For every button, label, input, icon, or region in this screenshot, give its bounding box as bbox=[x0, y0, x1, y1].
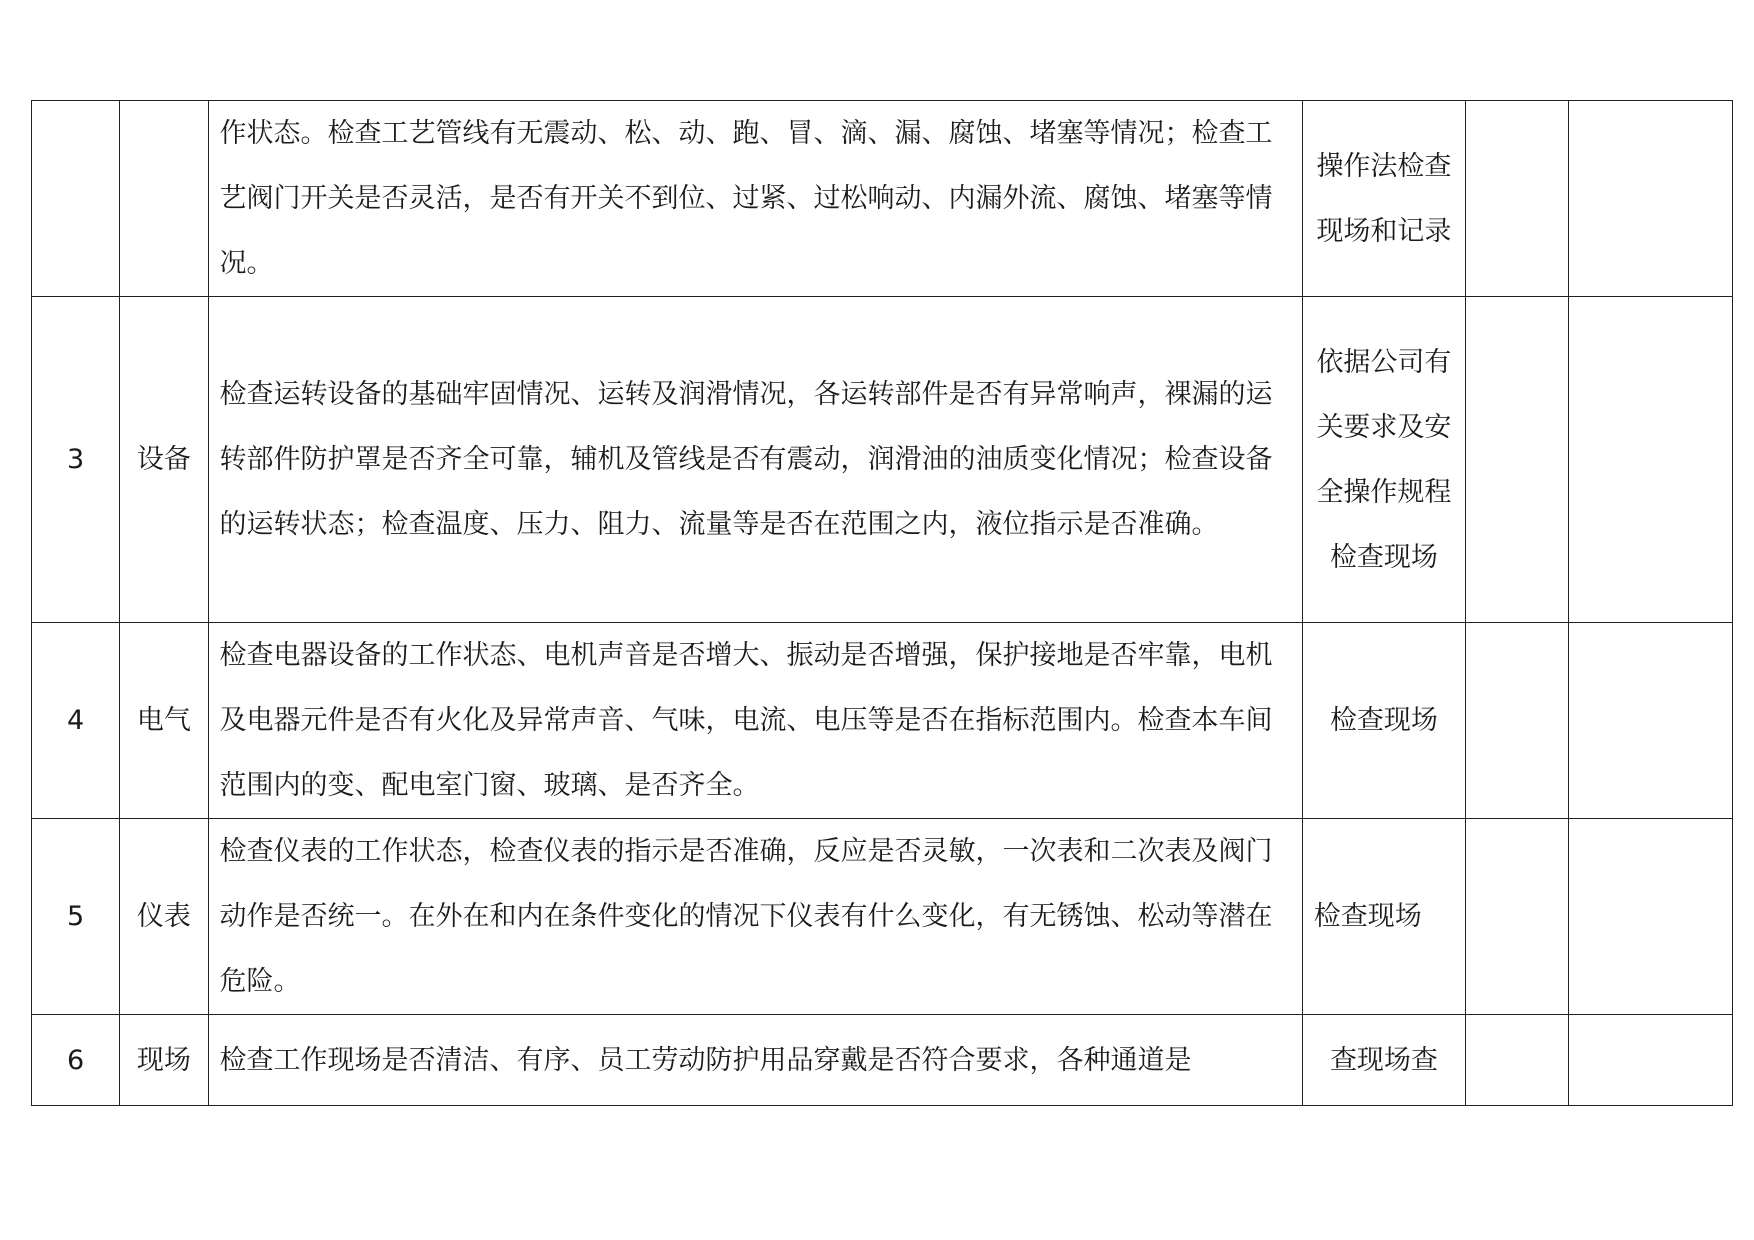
inspection-item-cell: 电气 bbox=[120, 623, 208, 819]
inspection-table bbox=[31, 100, 1733, 1106]
empty-cell bbox=[1569, 1015, 1733, 1106]
row-number-cell: 6 bbox=[32, 1015, 120, 1106]
empty-cell bbox=[1569, 623, 1733, 819]
inspection-content-cell: 检查运转设备的基础牢固情况、运转及润滑情况，各运转部件是否有异常响声，裸漏的运转部件防护罩是否齐全可靠，辅机及管线是否有震动，润滑油的油质变化情况；检查设备的运转状态；检查温度、压力、阻力、流量等是否在范围之内，液位指示是否准确。 bbox=[208, 297, 1302, 623]
inspection-item-cell bbox=[120, 101, 208, 297]
empty-cell bbox=[1569, 297, 1733, 623]
inspection-content-cell: 检查仪表的工作状态，检查仪表的指示是否准确，反应是否灵敏，一次表和二次表及阀门动作是否统一。在外在和内在条件变化的情况下仪表有什么变化，有无锈蚀、松动等潜在危险。 bbox=[208, 819, 1302, 1015]
inspection-method-cell: 查现场查 bbox=[1302, 1015, 1465, 1106]
row-number-cell: 5 bbox=[32, 819, 120, 1015]
empty-cell bbox=[1569, 101, 1733, 297]
row-number-cell: 4 bbox=[32, 623, 120, 819]
table-row bbox=[32, 101, 1733, 297]
empty-cell bbox=[1569, 819, 1733, 1015]
inspection-content-cell: 检查电器设备的工作状态、电机声音是否增大、振动是否增强，保护接地是否牢靠，电机及电器元件是否有火化及异常声音、气味，电流、电压等是否在指标范围内。检查本车间范围内的变、配电室门窗、玻璃、是否齐全。 bbox=[208, 623, 1302, 819]
table-row bbox=[32, 1015, 1733, 1106]
inspection-method-text: 依据公司有关要求及安全操作规程检查现场 bbox=[1316, 346, 1452, 573]
inspection-method-cell: 检查现场 bbox=[1302, 819, 1465, 1015]
table-row bbox=[32, 819, 1733, 1015]
empty-cell bbox=[1466, 297, 1569, 623]
inspection-method-cell bbox=[1302, 297, 1465, 623]
table-row bbox=[32, 297, 1733, 623]
empty-cell bbox=[1466, 623, 1569, 819]
inspection-method-cell: 检查现场 bbox=[1302, 623, 1465, 819]
inspection-content-cell: 检查工作现场是否清洁、有序、员工劳动防护用品穿戴是否符合要求，各种通道是 bbox=[208, 1015, 1302, 1106]
row-number-cell bbox=[32, 101, 120, 297]
inspection-item-cell: 仪表 bbox=[120, 819, 208, 1015]
inspection-method-text: 操作法检查现场和记录 bbox=[1316, 150, 1452, 247]
inspection-content-cell: 作状态。检查工艺管线有无震动、松、动、跑、冒、滴、漏、腐蚀、堵塞等情况；检查工艺阀门开关是否灵活，是否有开关不到位、过紧、过松响动、内漏外流、腐蚀、堵塞等情况。 bbox=[208, 101, 1302, 297]
inspection-item-cell: 现场 bbox=[120, 1015, 208, 1106]
table-row bbox=[32, 623, 1733, 819]
inspection-method-cell bbox=[1302, 101, 1465, 297]
row-number-cell: 3 bbox=[32, 297, 120, 623]
empty-cell bbox=[1466, 819, 1569, 1015]
empty-cell bbox=[1466, 101, 1569, 297]
inspection-item-cell: 设备 bbox=[120, 297, 208, 623]
empty-cell bbox=[1466, 1015, 1569, 1106]
